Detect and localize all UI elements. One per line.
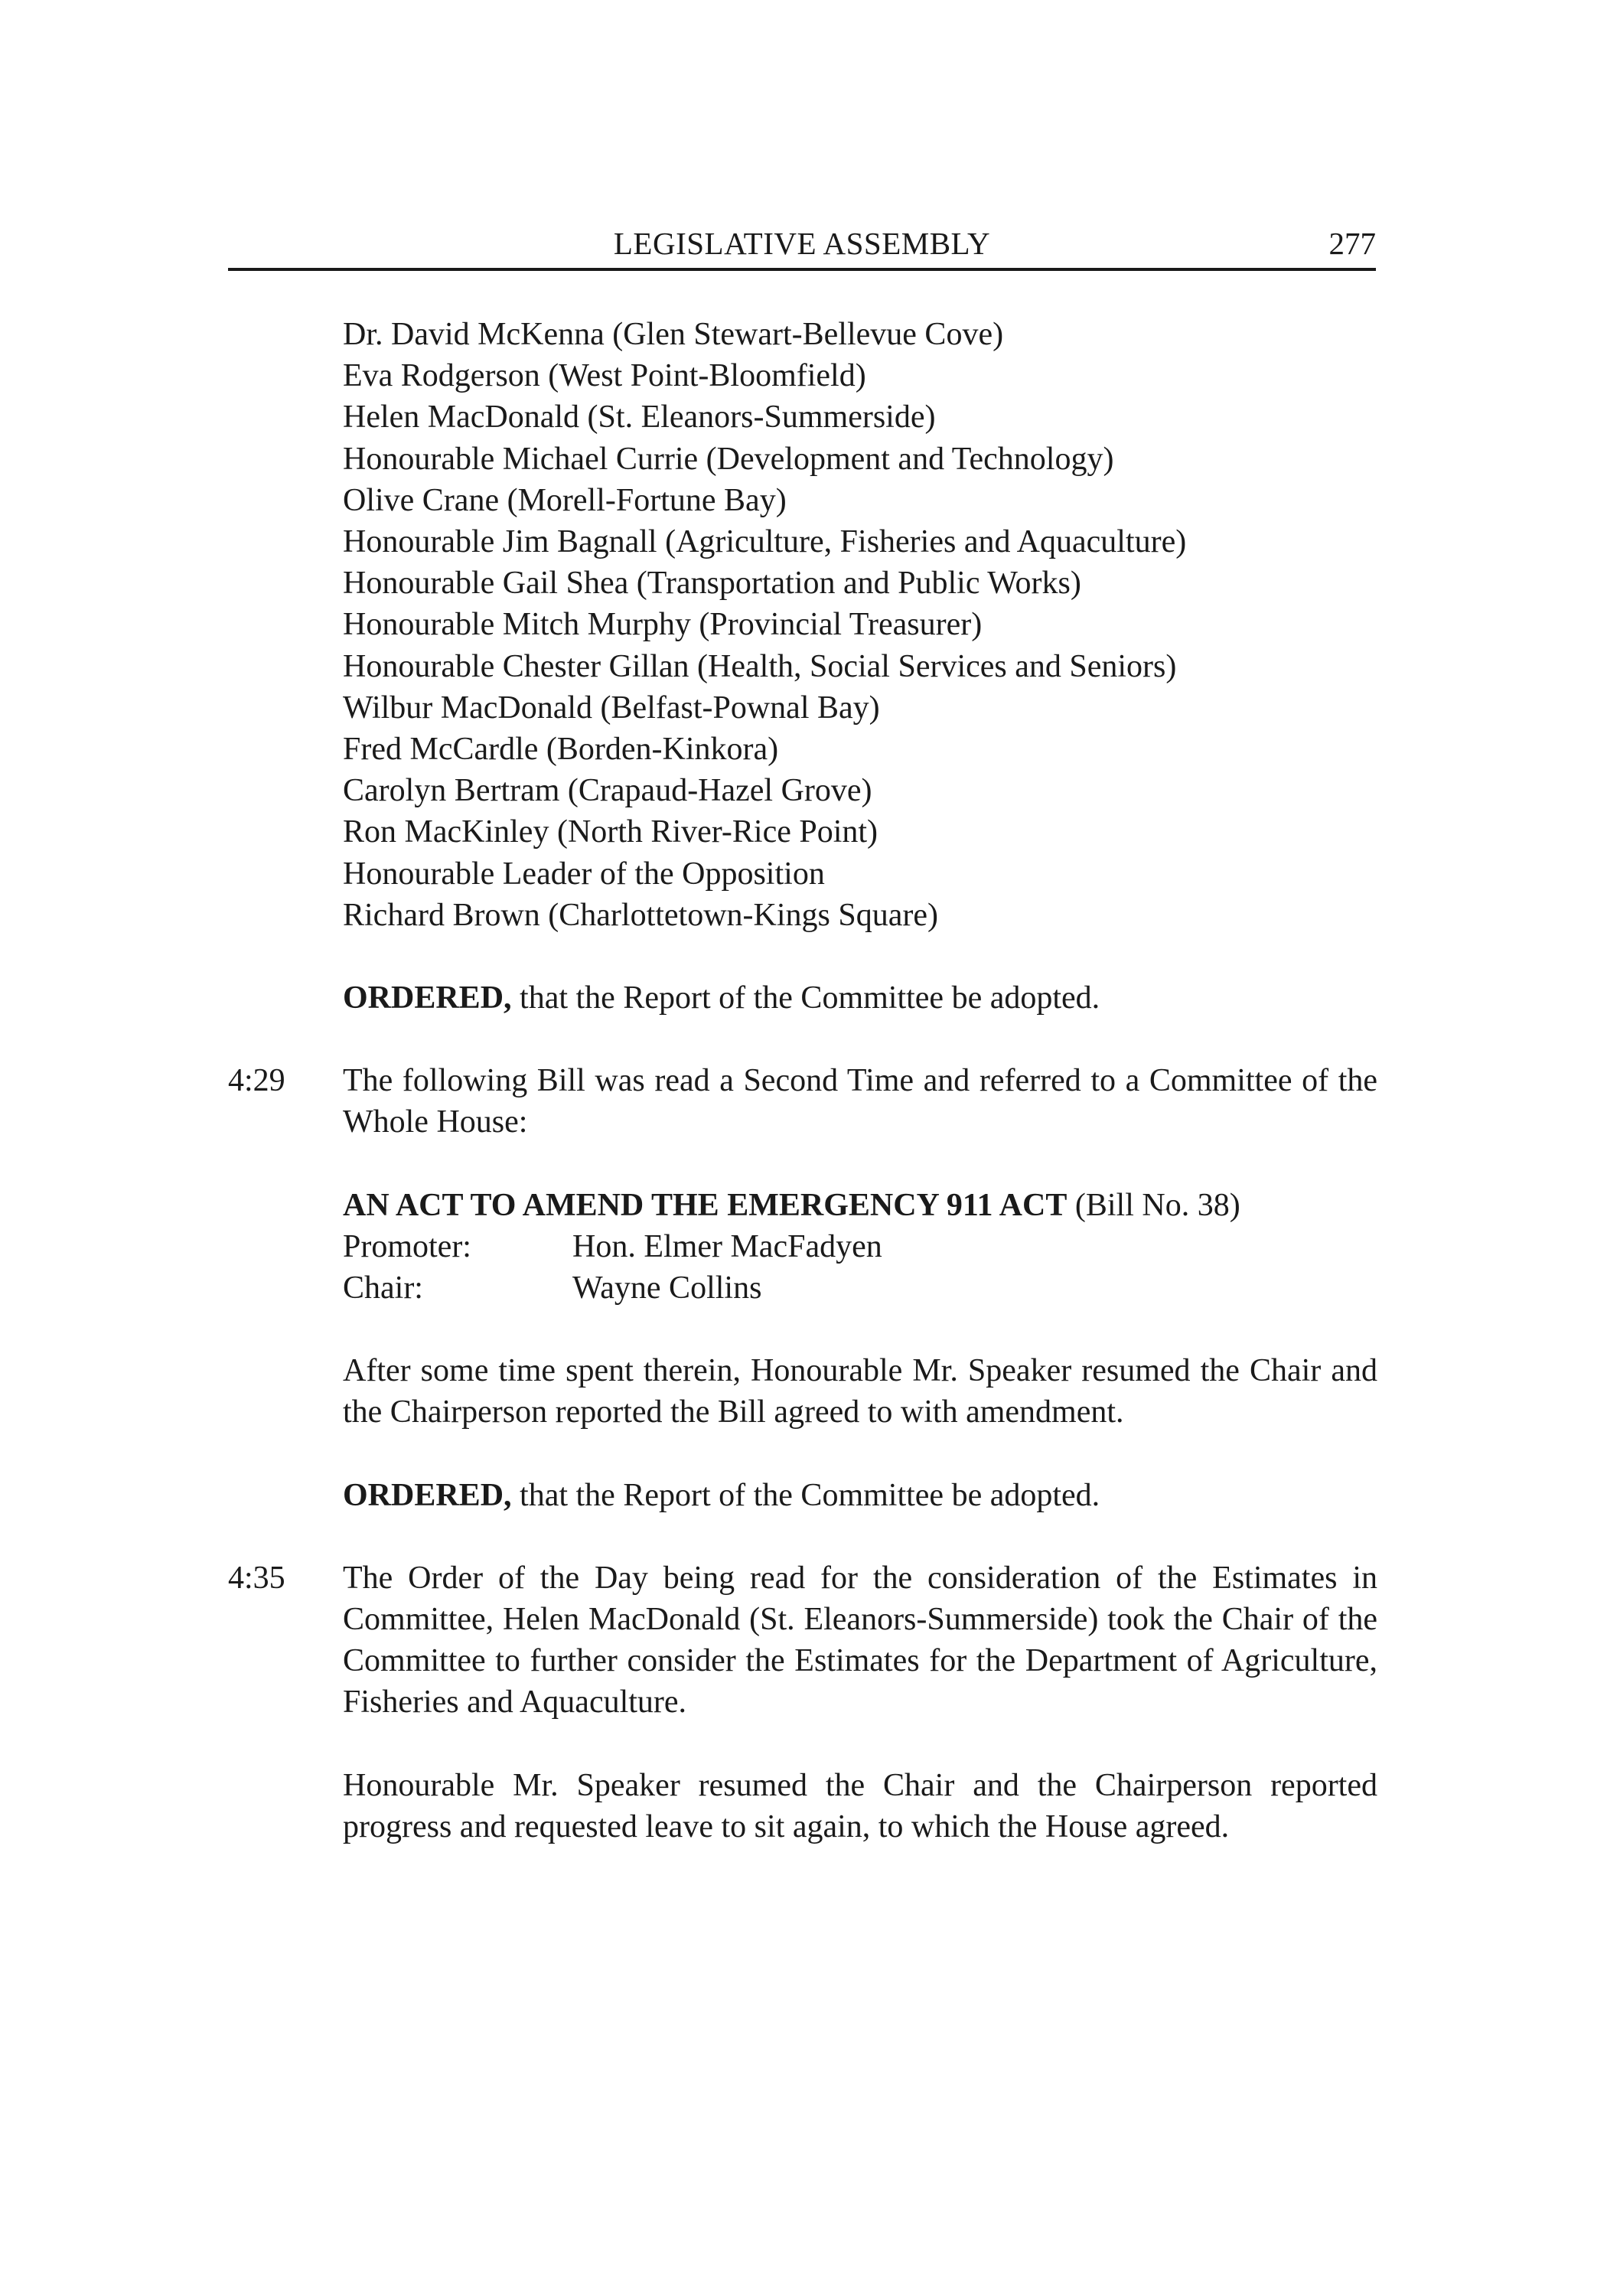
member-list-item: Dr. David McKenna (Glen Stewart-Bellevue Cove) bbox=[343, 317, 1004, 352]
member-list bbox=[343, 314, 1377, 936]
entry-4-35 bbox=[228, 1557, 1377, 1724]
final-paragraph: Honourable Mr. Speaker resumed the Chair and the Chairperson reported progress and requested leave to sit again, to which the House agreed. bbox=[343, 1767, 1377, 1844]
page-content bbox=[228, 314, 1377, 1848]
member-list-item: Richard Brown (Charlottetown-Kings Square) bbox=[343, 897, 939, 933]
ordered-text: that the Report of the Committee be adopted. bbox=[511, 1477, 1100, 1513]
ordered-paragraph-1 bbox=[343, 977, 1377, 1019]
member-list-item: Ron MacKinley (North River-Rice Point) bbox=[343, 814, 878, 850]
member-list-item: Honourable Mitch Murphy (Provincial Treasurer) bbox=[343, 607, 983, 643]
member-list-item: Honourable Leader of the Opposition bbox=[343, 856, 825, 892]
member-list-item: Olive Crane (Morell-Fortune Bay) bbox=[343, 482, 787, 518]
ordered-paragraph-2 bbox=[343, 1475, 1377, 1516]
member-list-item: Wilbur MacDonald (Belfast-Pownal Bay) bbox=[343, 690, 880, 726]
bill-block bbox=[343, 1185, 1377, 1309]
ordered-keyword: ORDERED, bbox=[343, 1477, 512, 1513]
bill-title: AN ACT TO AMEND THE EMERGENCY 911 ACT bbox=[343, 1187, 1068, 1223]
member-list-item: Eva Rodgerson (West Point-Bloomfield) bbox=[343, 358, 866, 394]
committee-report-paragraph: After some time spent therein, Honourable Mr. Speaker resumed the Chair and the Chairperson reported the Bill agreed to with amendment. bbox=[343, 1353, 1377, 1430]
member-list-item: Honourable Chester Gillan (Health, Social Services and Seniors) bbox=[343, 648, 1177, 684]
time-stamp: 4:29 bbox=[228, 1063, 285, 1099]
promoter-label: Promoter: bbox=[343, 1228, 471, 1264]
entry-4-29 bbox=[228, 1060, 1377, 1143]
member-list-item: Helen MacDonald (St. Eleanors-Summerside) bbox=[343, 400, 936, 435]
chair-row bbox=[343, 1267, 1377, 1309]
bill-heading bbox=[343, 1185, 1377, 1226]
ordered-text: that the Report of the Committee be adopted. bbox=[511, 980, 1100, 1016]
member-list-item: Honourable Jim Bagnall (Agriculture, Fisheries and Aquaculture) bbox=[343, 524, 1187, 560]
chair-label: Chair: bbox=[343, 1270, 423, 1306]
member-list-item: Honourable Michael Currie (Development and Technology) bbox=[343, 441, 1114, 477]
header-title: LEGISLATIVE ASSEMBLY bbox=[613, 226, 991, 261]
chair-value: Wayne Collins bbox=[572, 1270, 762, 1306]
time-stamp: 4:35 bbox=[228, 1560, 285, 1596]
bill-number: (Bill No. 38) bbox=[1067, 1187, 1240, 1223]
member-list-item: Fred McCardle (Borden-Kinkora) bbox=[343, 732, 779, 768]
entry-text: The following Bill was read a Second Time and referred to a Committee of the Whole House: bbox=[343, 1063, 1377, 1140]
promoter-row bbox=[343, 1226, 1377, 1267]
member-list-item: Carolyn Bertram (Crapaud-Hazel Grove) bbox=[343, 773, 872, 809]
entry-text: The Order of the Day being read for the consideration of the Estimates in Committee, Helen MacDonald (St. Eleanors-Summerside) took the Chair of the Committee to further consider the Estimates for the Department of Agriculture, Fisheries and Aquaculture. bbox=[343, 1560, 1377, 1720]
page-header bbox=[228, 223, 1376, 271]
member-list-item: Honourable Gail Shea (Transportation and Public Works) bbox=[343, 566, 1081, 602]
page-number: 277 bbox=[1328, 226, 1376, 261]
ordered-keyword: ORDERED, bbox=[343, 980, 512, 1016]
promoter-value: Hon. Elmer MacFadyen bbox=[572, 1228, 882, 1264]
